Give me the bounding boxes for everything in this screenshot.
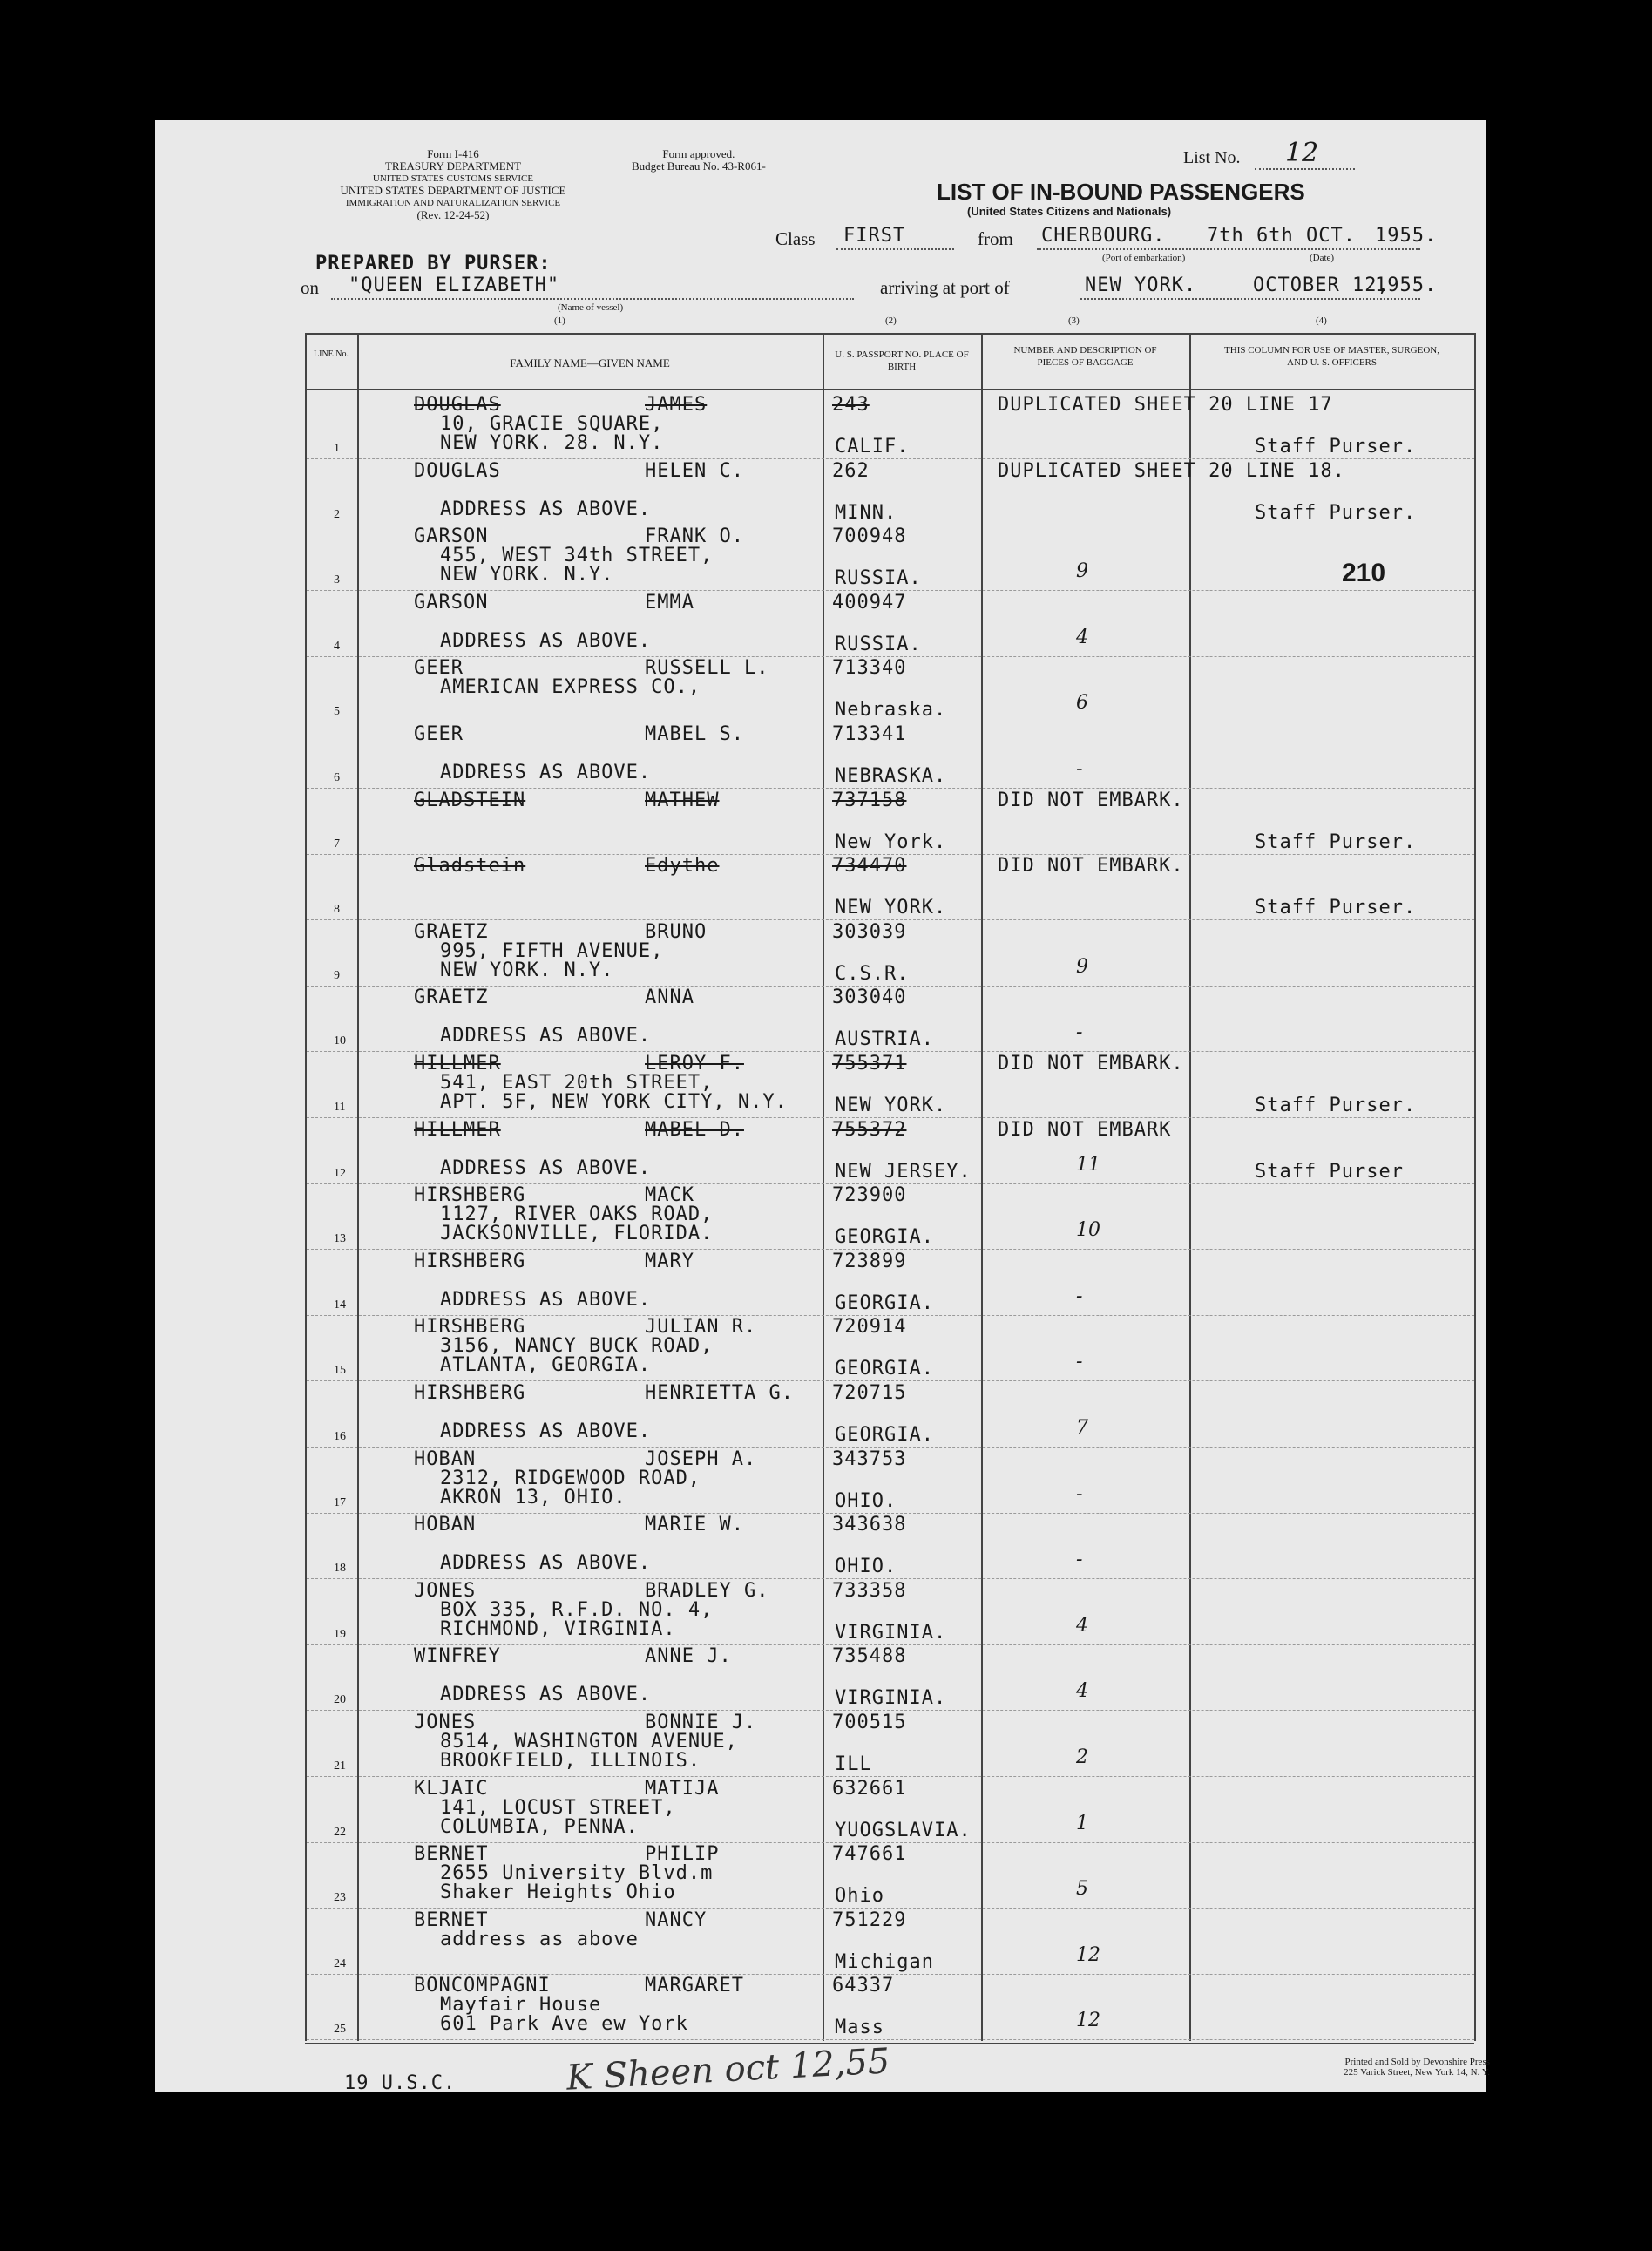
given-name: ANNE J. <box>645 1645 732 1668</box>
line-number: 13 <box>334 1232 346 1246</box>
passport-number: 720715 <box>832 1382 907 1404</box>
form-number: Form I-416 <box>427 147 479 160</box>
baggage-count: - <box>1076 1285 1083 1307</box>
line-number: 22 <box>334 1825 346 1839</box>
place-of-birth: OHIO. <box>835 1489 897 1512</box>
baggage-count: - <box>1076 1351 1083 1373</box>
col-num: (1) <box>554 315 565 326</box>
port-embark-note: (Port of embarkation) <box>1102 253 1186 263</box>
family-name: BERNET <box>414 1843 489 1866</box>
given-name: JAMES <box>645 394 708 416</box>
given-name: Edythe <box>645 855 720 878</box>
given-name: JULIAN R. <box>645 1316 757 1339</box>
given-name: BONNIE J. <box>645 1712 757 1733</box>
place-of-birth: Michigan <box>835 1950 934 1973</box>
family-name: GARSON <box>414 591 489 614</box>
passport-number: 755372 <box>832 1118 907 1141</box>
col-divider <box>357 333 359 2041</box>
given-name: PHILIP <box>645 1843 720 1866</box>
line-number: 1 <box>334 442 340 455</box>
address-line-1: 2655 University Blvd.m <box>440 1862 714 1885</box>
address-line-2: ADDRESS AS ABOVE. <box>440 498 652 520</box>
given-name: MACK <box>645 1184 694 1207</box>
col-num: (3) <box>1068 315 1080 326</box>
place-of-birth: MINN. <box>835 501 897 524</box>
address-line-2: ADDRESS AS ABOVE. <box>440 762 652 783</box>
address-line-1: 1127, RIVER OAKS ROAD, <box>440 1203 714 1226</box>
given-name: MARGARET <box>645 1975 744 1997</box>
address-line-1: BOX 335, R.F.D. NO. 4, <box>440 1598 714 1621</box>
class-label: Class <box>775 228 816 249</box>
line-number: 21 <box>334 1759 346 1773</box>
passport-number: 700515 <box>832 1712 907 1733</box>
address-line-2: JACKSONVILLE, FLORIDA. <box>440 1223 714 1245</box>
list-no-label: List No. <box>1183 148 1241 167</box>
col-header-passport: U. S. PASSPORT NO. PLACE OF BIRTH <box>835 349 969 372</box>
baggage-count: 2 <box>1076 1746 1088 1768</box>
place-of-birth: NEW YORK. <box>835 1095 947 1116</box>
address-line-2: ATLANTA, GEORGIA. <box>440 1354 652 1377</box>
address-line-2: APT. 5F, NEW YORK CITY, N.Y. <box>440 1091 788 1113</box>
family-name: HOBAN <box>414 1448 477 1470</box>
status-note: DID NOT EMBARK. <box>998 1053 1184 1075</box>
baggage-count: 12 <box>1076 2010 1100 2032</box>
line-number: 15 <box>334 1364 346 1378</box>
address-line-2: NEW YORK. N.Y. <box>440 959 614 981</box>
col-divider <box>823 333 824 2041</box>
row-divider <box>307 2039 1474 2040</box>
passport-number: 400947 <box>832 591 907 614</box>
place-of-birth: OHIO. <box>835 1556 897 1578</box>
given-name: MARY <box>645 1250 694 1272</box>
line-number: 17 <box>334 1495 346 1509</box>
given-name: LEROY F. <box>645 1053 744 1075</box>
given-name: MABEL D. <box>645 1118 744 1141</box>
given-name: BRADLEY G. <box>645 1579 769 1602</box>
family-name: Gladstein <box>414 855 526 878</box>
passport-number: 262 <box>832 459 870 482</box>
place-of-birth: GEORGIA. <box>835 1424 934 1446</box>
list-no-value: 12 <box>1285 138 1319 168</box>
address-line-2: RICHMOND, VIRGINIA. <box>440 1617 676 1640</box>
embark-year: 1955. <box>1375 225 1438 247</box>
given-name: ANNA <box>645 987 694 1009</box>
passport-number: 755371 <box>832 1053 907 1075</box>
address-line-2: ADDRESS AS ABOVE. <box>440 1420 652 1442</box>
address-line-2: ADDRESS AS ABOVE. <box>440 629 652 652</box>
given-name: HENRIETTA G. <box>645 1382 794 1404</box>
address-line-2: COLUMBIA, PENNA. <box>440 1815 639 1838</box>
given-name: HELEN C. <box>645 459 744 482</box>
address-line-2: ADDRESS AS ABOVE. <box>440 1025 652 1048</box>
family-name: DOUGLAS <box>414 394 501 416</box>
baggage-count: 7 <box>1076 1417 1088 1439</box>
line-number: 24 <box>334 1956 346 1970</box>
family-name: BONCOMPAGNI <box>414 1975 551 1997</box>
place-of-birth: ILL <box>835 1753 872 1775</box>
address-line-1: address as above <box>440 1928 639 1950</box>
family-name: DOUGLAS <box>414 459 501 482</box>
address-line-1: 455, WEST 34th STREET, <box>440 545 714 567</box>
justice-dept: UNITED STATES DEPARTMENT OF JUSTICE <box>340 184 566 197</box>
place-of-birth: NEW JERSEY. <box>835 1160 972 1183</box>
address-line-2: NEW YORK. N.Y. <box>440 564 614 586</box>
page-title: LIST OF IN-BOUND PASSENGERS <box>937 179 1305 205</box>
line-number: 10 <box>334 1034 346 1048</box>
address-line-1: 995, FIFTH AVENUE, <box>440 939 664 962</box>
arrival-port: NEW YORK. <box>1085 275 1197 296</box>
baggage-count: 12 <box>1076 1943 1100 1966</box>
passport-number: 751229 <box>832 1909 907 1931</box>
family-name: HIRSHBERG <box>414 1316 526 1339</box>
passport-number: 735488 <box>832 1645 907 1668</box>
baggage-count: 11 <box>1076 1153 1100 1176</box>
given-name: MATIJA <box>645 1777 720 1800</box>
given-name: FRANK O. <box>645 525 744 548</box>
baggage-count: 4 <box>1076 1680 1088 1703</box>
family-name: HILLMER <box>414 1118 501 1141</box>
date-note: (Date) <box>1310 253 1335 263</box>
line-number: 18 <box>334 1562 346 1576</box>
col-header-name: FAMILY NAME—GIVEN NAME <box>510 356 670 370</box>
list-no-underline <box>1255 168 1355 170</box>
passport-number: 734470 <box>832 855 907 878</box>
col-divider <box>1189 333 1191 2041</box>
given-name: RUSSELL L. <box>645 657 769 680</box>
place-of-birth: GEORGIA. <box>835 1226 934 1249</box>
prepared-by: PREPARED BY PURSER: <box>315 253 552 275</box>
place-of-birth: RUSSIA. <box>835 567 922 590</box>
printer-line-1: Printed and Sold by Devonshire Press <box>1344 2057 1490 2067</box>
address-line-2: ADDRESS AS ABOVE. <box>440 1288 652 1311</box>
family-name: GEER <box>414 657 464 680</box>
line-number: 7 <box>334 837 340 851</box>
passport-number: 713340 <box>832 657 907 680</box>
form-approved: Form approved. <box>662 147 735 160</box>
status-note: DID NOT EMBARK <box>998 1118 1172 1141</box>
passport-number: 720914 <box>832 1316 907 1339</box>
line-number: 5 <box>334 705 340 719</box>
officer-signoff: Staff Purser. <box>1255 501 1417 524</box>
given-name: NANCY <box>645 1909 708 1931</box>
place-of-birth: NEW YORK. <box>835 897 947 919</box>
line-number: 4 <box>334 639 340 653</box>
on-label: on <box>301 277 319 298</box>
address-line-2: ADDRESS AS ABOVE. <box>440 1552 652 1575</box>
address-line-2: BROOKFIELD, ILLINOIS. <box>440 1750 701 1772</box>
passport-number: 723900 <box>832 1184 907 1207</box>
arrival-year: 1955. <box>1375 275 1438 296</box>
passport-number: 303040 <box>832 987 907 1009</box>
baggage-count: 4 <box>1076 626 1088 648</box>
given-name: MATHEW <box>645 789 720 811</box>
passport-number: 713341 <box>832 723 907 745</box>
passport-number: 737158 <box>832 789 907 811</box>
family-name: HILLMER <box>414 1053 501 1075</box>
revision: (Rev. 12-24-52) <box>416 208 490 221</box>
address-line-1: 541, EAST 20th STREET, <box>440 1072 714 1094</box>
family-name: GARSON <box>414 525 489 548</box>
passport-number: 343753 <box>832 1448 907 1470</box>
inspector-signature: K Sheen oct 12,55 <box>565 2041 891 2098</box>
line-number: 9 <box>334 968 340 982</box>
family-name: KLJAIC <box>414 1777 489 1800</box>
given-name: MABEL S. <box>645 723 744 745</box>
col-num: (4) <box>1316 315 1327 326</box>
place-of-birth: YUOGSLAVIA. <box>835 1819 972 1841</box>
col-header-line-no: LINE No. <box>314 349 349 359</box>
line-number: 20 <box>334 1693 346 1707</box>
col-header-baggage: NUMBER AND DESCRIPTION OF PIECES OF BAGGAGE <box>1013 345 1157 368</box>
line-number: 8 <box>334 903 340 917</box>
class-value: FIRST <box>843 225 906 247</box>
vessel-underline <box>331 298 854 300</box>
passport-number: 700948 <box>832 525 907 548</box>
officer-signoff: Staff Purser <box>1255 1160 1404 1183</box>
treasury-dept: TREASURY DEPARTMENT <box>384 159 522 173</box>
address-line-1: Mayfair House <box>440 1994 602 2017</box>
address-line-1: 141, LOCUST STREET, <box>440 1796 676 1819</box>
baggage-count: 1 <box>1076 1812 1088 1834</box>
baggage-count: - <box>1076 1482 1083 1505</box>
officer-signoff: Staff Purser. <box>1255 1095 1417 1116</box>
col-header-officers: THIS COLUMN FOR USE OF MASTER, SURGEON, AND U. S. OFFICERS <box>1224 345 1439 368</box>
given-name: JOSEPH A. <box>645 1448 757 1470</box>
officer-signoff: Staff Purser. <box>1255 831 1417 853</box>
family-name: WINFREY <box>414 1645 501 1668</box>
address-line-1: 2312, RIDGEWOOD ROAD, <box>440 1467 701 1489</box>
place-of-birth: Mass <box>835 2017 884 2039</box>
baggage-count: 10 <box>1076 1219 1100 1242</box>
page-subtitle: (United States Citizens and Nationals) <box>967 205 1172 218</box>
place-of-birth: NEBRASKA. <box>835 765 947 787</box>
given-name: EMMA <box>645 591 694 614</box>
vessel-name: "QUEEN ELIZABETH" <box>349 275 560 296</box>
family-name: GRAETZ <box>414 920 489 943</box>
address-line-2: AKRON 13, OHIO. <box>440 1486 626 1509</box>
family-name: HOBAN <box>414 1514 477 1536</box>
passport-number: 747661 <box>832 1843 907 1866</box>
class-underline <box>836 248 954 250</box>
form-header <box>296 148 610 221</box>
address-line-1: AMERICAN EXPRESS CO., <box>440 676 701 699</box>
arrival-underline <box>1080 298 1420 300</box>
family-name: HIRSHBERG <box>414 1382 526 1404</box>
address-line-2: 601 Park Ave ew York <box>440 2013 688 2036</box>
line-number: 12 <box>334 1166 346 1180</box>
embark-port: CHERBOURG. <box>1041 225 1166 247</box>
baggage-count: 4 <box>1076 1614 1088 1637</box>
place-of-birth: CALIF. <box>835 436 910 458</box>
from-label: from <box>978 228 1013 249</box>
embark-underline <box>1037 248 1420 250</box>
immigration-service: IMMIGRATION AND NATURALIZATION SERVICE <box>345 198 561 208</box>
family-name: GEER <box>414 723 464 745</box>
status-note: DUPLICATED SHEET 20 LINE 18. <box>998 459 1345 482</box>
given-name: MARIE W. <box>645 1514 744 1536</box>
family-name: BERNET <box>414 1909 489 1931</box>
col-num: (2) <box>885 315 897 326</box>
place-of-birth: Nebraska. <box>835 699 947 722</box>
col-divider <box>981 333 983 2041</box>
arrival-date: OCTOBER 12, <box>1253 275 1390 296</box>
baggage-count: 9 <box>1076 560 1088 583</box>
baggage-count: 6 <box>1076 692 1088 715</box>
address-line-2: ADDRESS AS ABOVE. <box>440 1156 652 1179</box>
line-number: 2 <box>334 507 340 521</box>
baggage-count: 5 <box>1076 1878 1088 1901</box>
place-of-birth: RUSSIA. <box>835 633 922 655</box>
officer-signoff: Staff Purser. <box>1255 436 1417 458</box>
statute-code: 19 U.S.C. <box>344 2072 457 2094</box>
family-name: GRAETZ <box>414 987 489 1009</box>
address-line-1: 8514, WASHINGTON AVENUE, <box>440 1731 738 1753</box>
baggage-count: - <box>1076 758 1083 780</box>
line-number: 25 <box>334 2023 346 2037</box>
arriving-label: arriving at port of <box>880 277 1010 298</box>
line-number: 6 <box>334 771 340 784</box>
line-number: 11 <box>334 1101 346 1114</box>
passport-number: 343638 <box>832 1514 907 1536</box>
customs-service: UNITED STATES CUSTOMS SERVICE <box>372 173 534 184</box>
place-of-birth: C.S.R. <box>835 962 910 985</box>
line-number: 14 <box>334 1298 346 1312</box>
address-line-1: 10, GRACIE SQUARE, <box>440 413 664 435</box>
printer-credit <box>1211 2057 1490 2078</box>
status-note: DID NOT EMBARK. <box>998 855 1184 878</box>
place-of-birth: AUSTRIA. <box>835 1028 934 1051</box>
family-name: HIRSHBERG <box>414 1250 526 1272</box>
line-number: 3 <box>334 573 340 587</box>
approval-block <box>632 148 766 173</box>
printer-line-2: 225 Varick Street, New York 14, N. Y. <box>1344 2067 1490 2078</box>
officer-code: 210 <box>1342 559 1386 588</box>
embark-date: 7th 6th OCT. <box>1207 225 1356 247</box>
place-of-birth: GEORGIA. <box>835 1358 934 1380</box>
family-name: JONES <box>414 1579 477 1602</box>
given-name: BRUNO <box>645 920 708 943</box>
table-border-left <box>305 333 307 2041</box>
address-line-2: Shaker Heights Ohio <box>440 1881 676 1904</box>
baggage-count: - <box>1076 1021 1083 1044</box>
address-line-2: NEW YORK. 28. N.Y. <box>440 432 664 454</box>
family-name: JONES <box>414 1712 477 1733</box>
place-of-birth: GEORGIA. <box>835 1292 934 1314</box>
place-of-birth: New York. <box>835 831 947 853</box>
table-border-right <box>1474 333 1476 2041</box>
line-number: 19 <box>334 1627 346 1641</box>
status-note: DID NOT EMBARK. <box>998 789 1184 811</box>
status-note: DUPLICATED SHEET 20 LINE 17 <box>998 394 1333 416</box>
line-number: 23 <box>334 1891 346 1905</box>
budget-bureau: Budget Bureau No. 43-R061- <box>632 159 766 173</box>
place-of-birth: VIRGINIA. <box>835 1621 947 1644</box>
line-number: 16 <box>334 1430 346 1443</box>
place-of-birth: VIRGINIA. <box>835 1687 947 1710</box>
officer-signoff: Staff Purser. <box>1255 897 1417 919</box>
passport-number: 64337 <box>832 1975 895 1997</box>
place-of-birth: Ohio <box>835 1885 884 1908</box>
baggage-count: 9 <box>1076 955 1088 978</box>
passport-number: 733358 <box>832 1579 907 1602</box>
family-name: GLADSTEIN <box>414 789 526 811</box>
address-line-1: 3156, NANCY BUCK ROAD, <box>440 1335 714 1358</box>
passport-number: 723899 <box>832 1250 907 1272</box>
baggage-count: - <box>1076 1549 1083 1571</box>
passport-number: 243 <box>832 394 870 416</box>
vessel-note: (Name of vessel) <box>558 302 624 313</box>
passport-number: 632661 <box>832 1777 907 1800</box>
header-rule <box>305 389 1474 390</box>
family-name: HIRSHBERG <box>414 1184 526 1207</box>
passport-number: 303039 <box>832 920 907 943</box>
address-line-2: ADDRESS AS ABOVE. <box>440 1684 652 1706</box>
